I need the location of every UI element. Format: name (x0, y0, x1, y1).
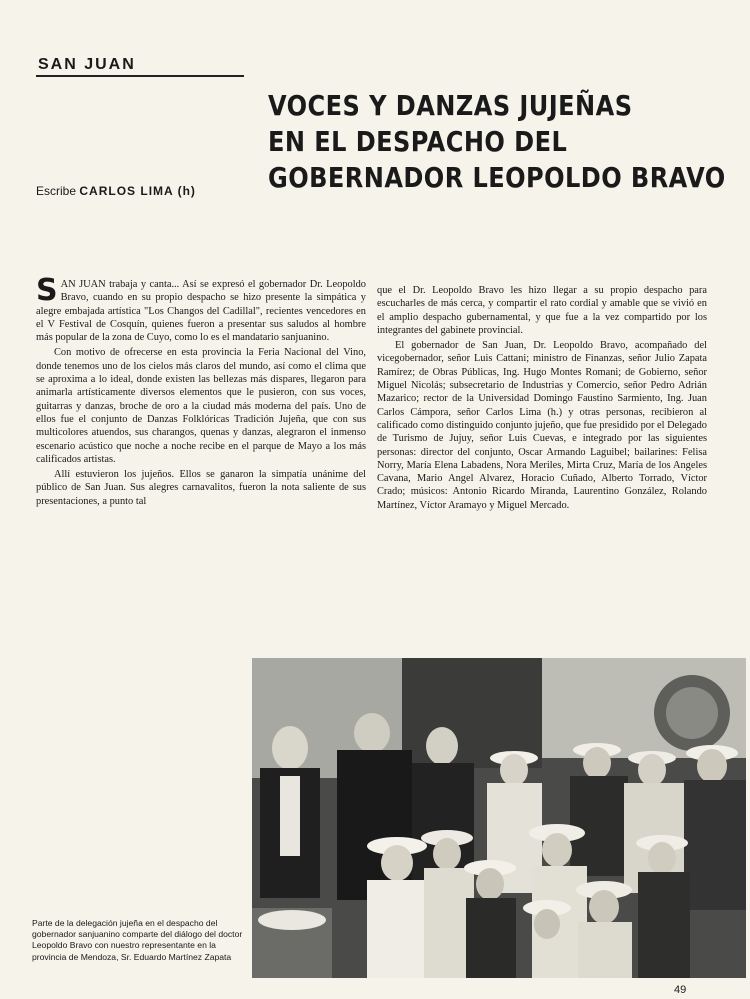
headline-line-1: VOCES Y DANZAS JUJEÑAS (268, 89, 633, 122)
photo-caption: Parte de la delegación jujeña en el despacho del gobernador sanjuanino comparte del diálogo del doctor Leopoldo Bravo con nuestro representante en la provincia de Mendoza, Sr. Eduardo Martínez Zapata (32, 918, 243, 962)
headline (268, 88, 726, 196)
section-label: SAN JUAN (38, 56, 136, 73)
byline-author: CARLOS LIMA (h) (79, 184, 196, 198)
headline-line-2: EN EL DESPACHO DEL (268, 125, 568, 158)
headline-line-3: GOBERNADOR LEOPOLDO BRAVO (268, 161, 726, 194)
photo-image (252, 658, 746, 978)
byline (36, 184, 196, 198)
article-paragraph: que el Dr. Leopoldo Bravo les hizo llegar a su propio despacho para escucharles de más cerca, y compartir el rato cordial y amable que se vivió en el amplio despacho gubernamental, y que fue a la vez compartido por los integrantes del gabinete provincial. (377, 285, 707, 336)
article-column-right (377, 284, 707, 514)
photo (252, 658, 746, 978)
article-column-left (36, 273, 366, 510)
article-paragraph: Con motivo de ofrecerse en esta provincia la Feria Nacional del Vino, donde tenemos uno de los cielos más claros del mundo, así como el clima que se aproxima a lo ideal, donde existen las bellezas más dispares, llegaron para animarla artísticamente diversos elementos que le pusieron, con sus voces, guitarras y danzas, broche de oro a la ciudad más moderna del país. Uno de ellos fue el conjunto de Danzas Folklóricas Tradición Jujeña, que con sus multicolores atuendos, sus charangos, quenas y danzas, alegraron el inmenso escenario acústico que noche a noche recibe en el parque de Mayo a los más calificados artistas. (36, 347, 366, 465)
paragraph-text: AN JUAN trabaja y canta... Así se expresó el gobernador Dr. Leopoldo Bravo, cuando en su propio despacho se hizo presente la simpática y alegre embajada artística "Los Changos del Cadillal", recientes vencedores en el V Festival de Cosquín, quienes fueron a presentar sus saludos al hombre más popular de la zona de Cuyo, como lo es el mandatario sanjuanino. (36, 279, 366, 344)
page-number: 49 (674, 984, 687, 996)
article-paragraph: El gobernador de San Juan, Dr. Leopoldo Bravo, acompañado del vicegobernador, señor Luis Cattani; ministro de Finanzas, señor Julio Zapata Ramírez; de Obras Públicas, Ing. Hugo Montes Romani; de Gobierno, señor Miguel Nicolás; subsecretario de Industrias y Comercio, señor Pedro Adrián Mazarico; rector de la Universidad Domingo Faustino Sarmiento, Ing. Juan Carlos Cámpora, señor Carlos Lima (h.) y otras personas, recibieron al calificado como distinguido conjunto jujeño, que fue presidido por el Delegado de Turismo de Jujuy, señor Luis Cuevas, e integrado por las siguientes personas: director del conjunto, Oscar Armando Laguibel; bailarines: Felisa Norry, María Elena Labadens, Nora Meriles, Mirta Cruz, María de los Angeles Cavana, Mario Angel Alvarez, Horacio Cuñado, Alberto Torrado, Víctor Crado; músicos: Antonio Ricardo Miranda, Laurentino González, Rolando Martínez, Víctor Aramayo y Miguel Mercado. (377, 340, 707, 511)
section-rule (36, 75, 244, 77)
article-paragraph (36, 273, 366, 344)
drop-cap: S (36, 273, 58, 308)
article-paragraph: Allí estuvieron los jujeños. Ellos se ganaron la simpatía unánime del público de San Juan. Sus alegres carnavalitos, fueron la nota saliente de sus presentaciones, a punto tal (36, 469, 366, 507)
byline-prefix: Escribe (36, 184, 77, 198)
